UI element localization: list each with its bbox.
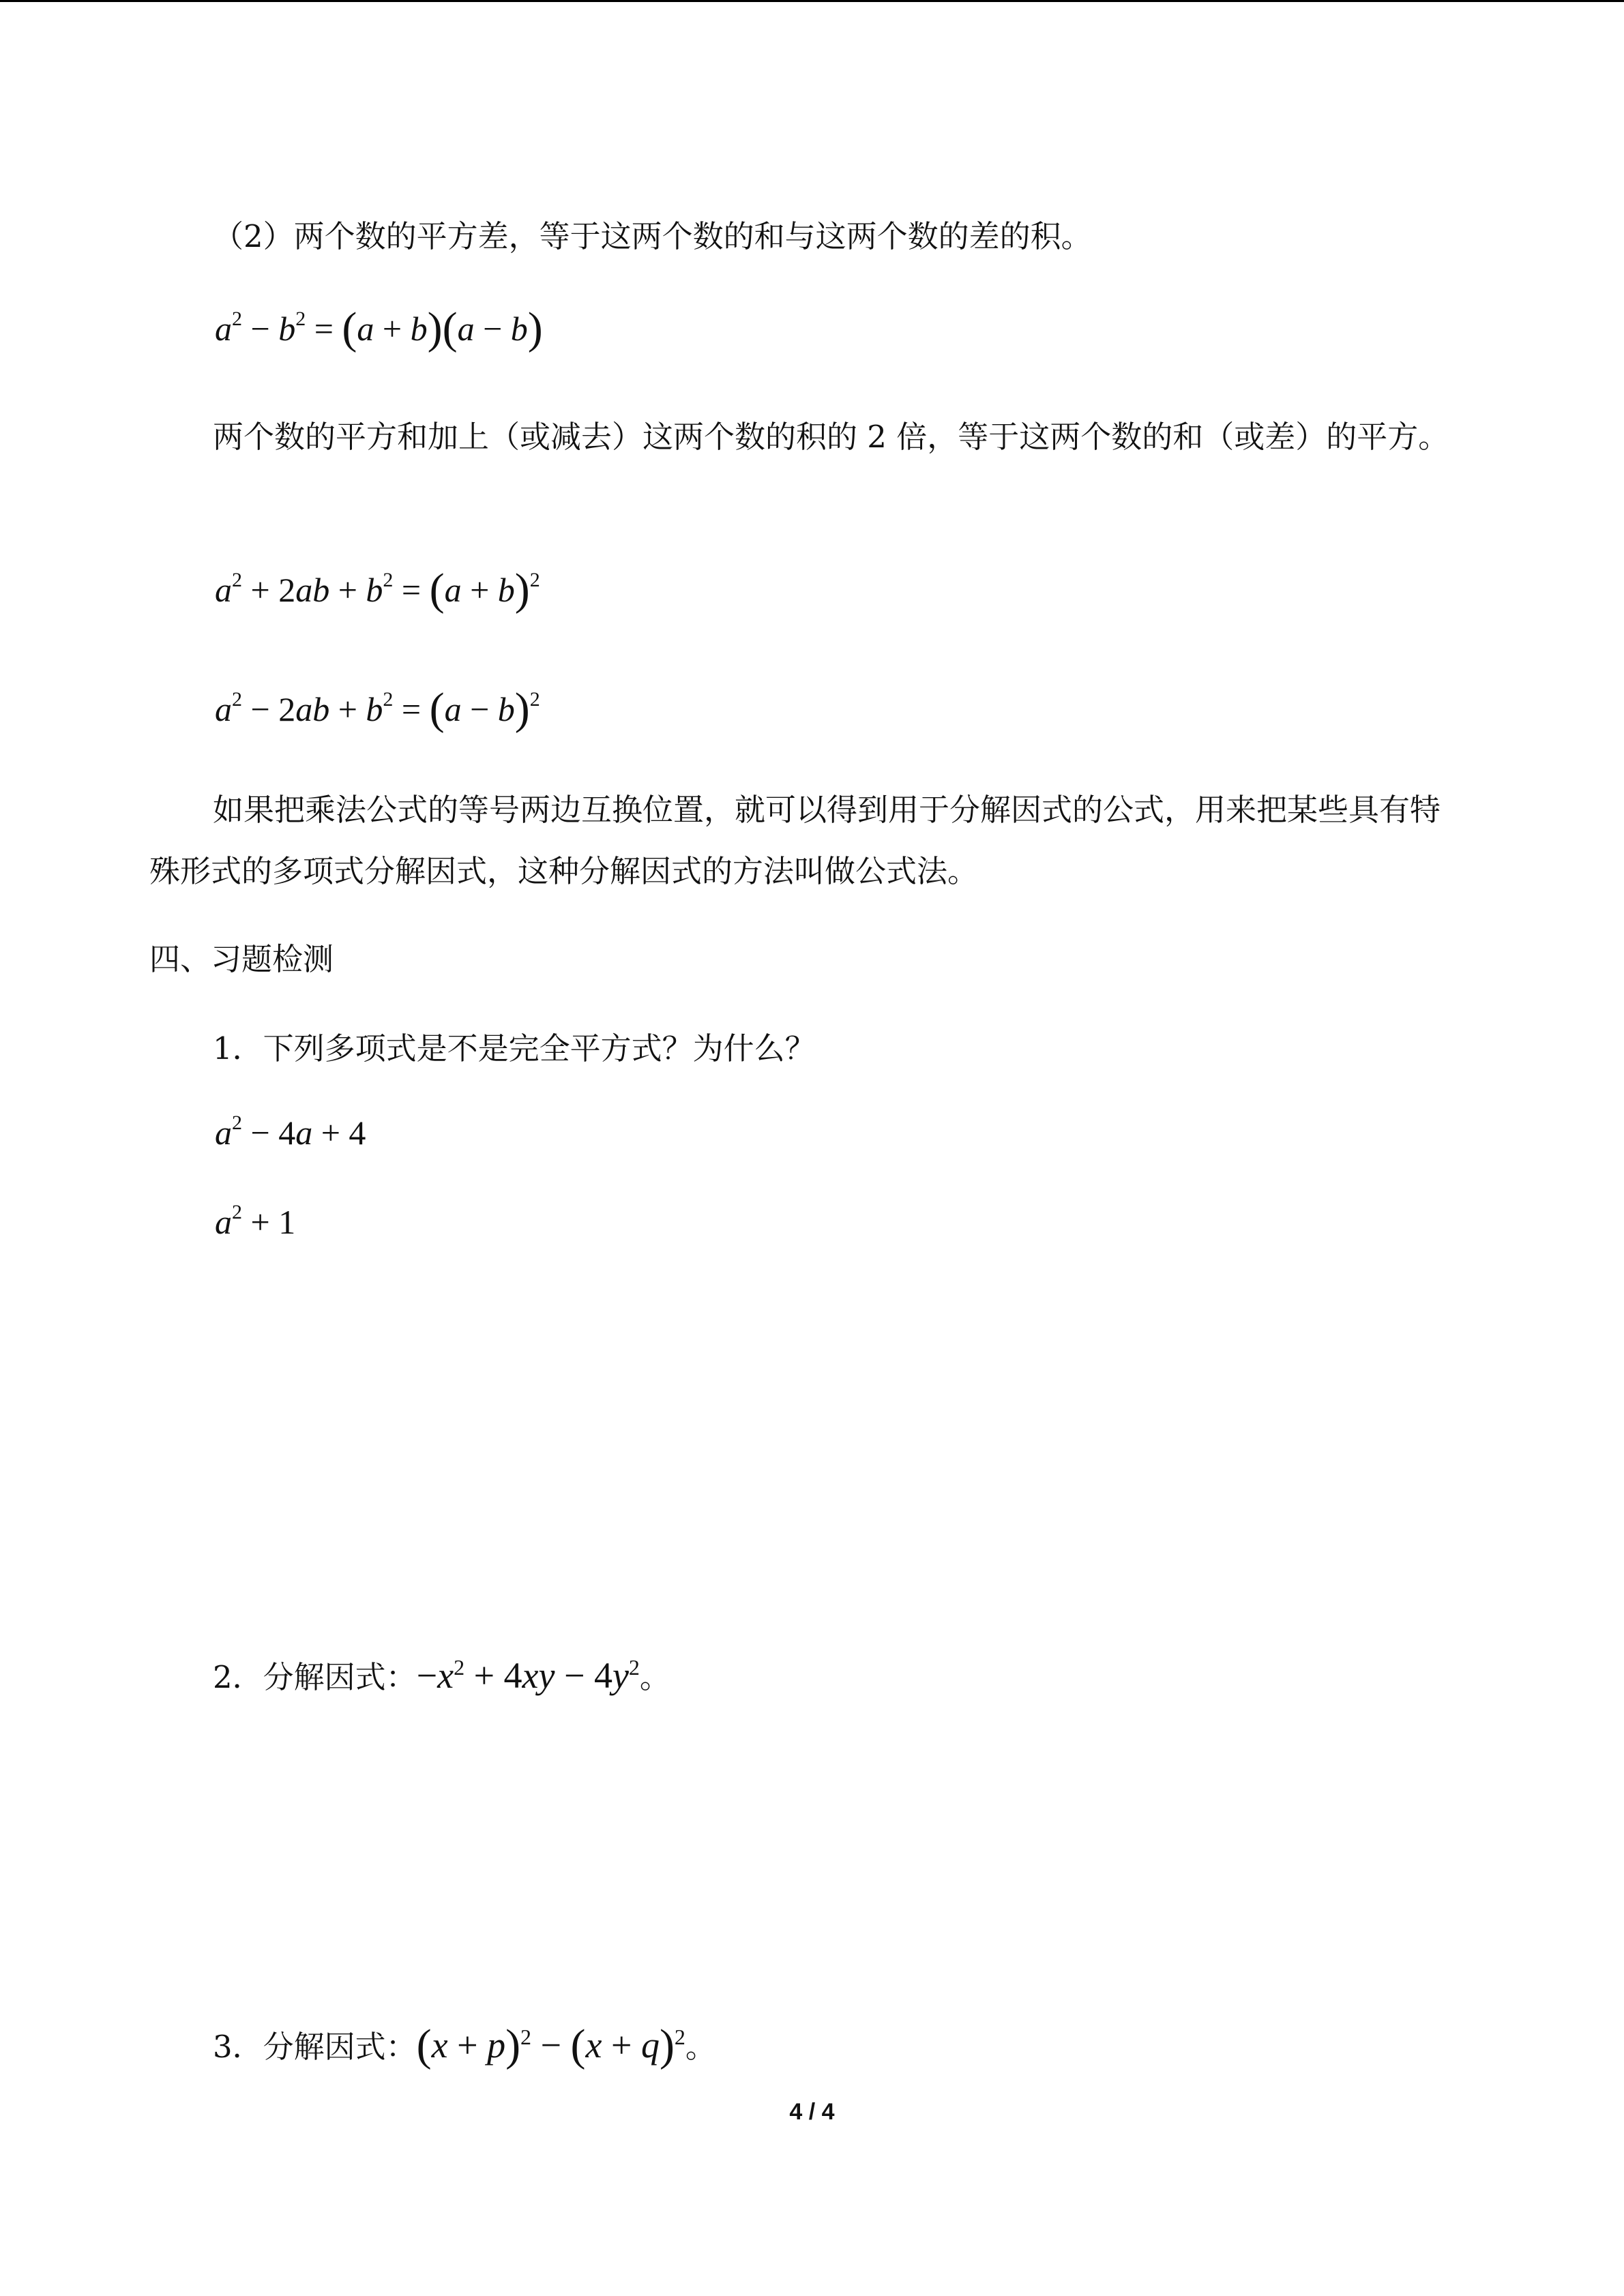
question-2 bbox=[213, 1637, 670, 1708]
formula-perfect-square-difference: $a^2 - 2ab + b^2 = (a - b)^2$ bbox=[215, 684, 540, 734]
question-3-period: 。 bbox=[685, 2029, 716, 2065]
question-2-period: 。 bbox=[639, 1659, 670, 1695]
section-heading-exercises: 四、习题检测 bbox=[149, 941, 334, 977]
statement-formula-method: 如果把乘法公式的等号两边互换位置，就可以得到用于分解因式的公式，用来把某些具有特殊形式的多项式分解因式，这种分解因式的方法叫做公式法。 bbox=[149, 792, 1441, 889]
question-3-expression: $(x + p)^2 - (x + q)^2$ bbox=[416, 2021, 685, 2070]
question-3-label: 3．分解因式： bbox=[213, 2029, 417, 2065]
question-3 bbox=[213, 2006, 716, 2078]
question-2-label: 2．分解因式： bbox=[213, 1659, 417, 1695]
question-1-expression-a: $a^2 - 4a + 4$ bbox=[215, 1112, 366, 1152]
page-number: 4 / 4 bbox=[789, 2099, 835, 2125]
question-1-expression-b: $a^2 + 1$ bbox=[215, 1201, 296, 1241]
question-1: 1．下列多项式是不是完全平方式？为什么？ bbox=[213, 1030, 816, 1067]
top-border bbox=[0, 0, 1624, 2]
formula-perfect-square-sum: $a^2 + 2ab + b^2 = (a + b)^2$ bbox=[215, 565, 540, 614]
statement-perfect-square: 两个数的平方和加上（或减去）这两个数的积的 2 倍，等于这两个数的和（或差）的平方。 bbox=[213, 419, 1449, 455]
statement-difference-of-squares: （2）两个数的平方差，等于这两个数的和与这两个数的差的积。 bbox=[213, 218, 1092, 254]
question-2-expression: $-x^2 + 4xy - 4y^2$ bbox=[416, 1655, 640, 1696]
formula-difference-of-squares: $a^2 - b^2 = (a + b)(a - b)$ bbox=[215, 303, 543, 353]
